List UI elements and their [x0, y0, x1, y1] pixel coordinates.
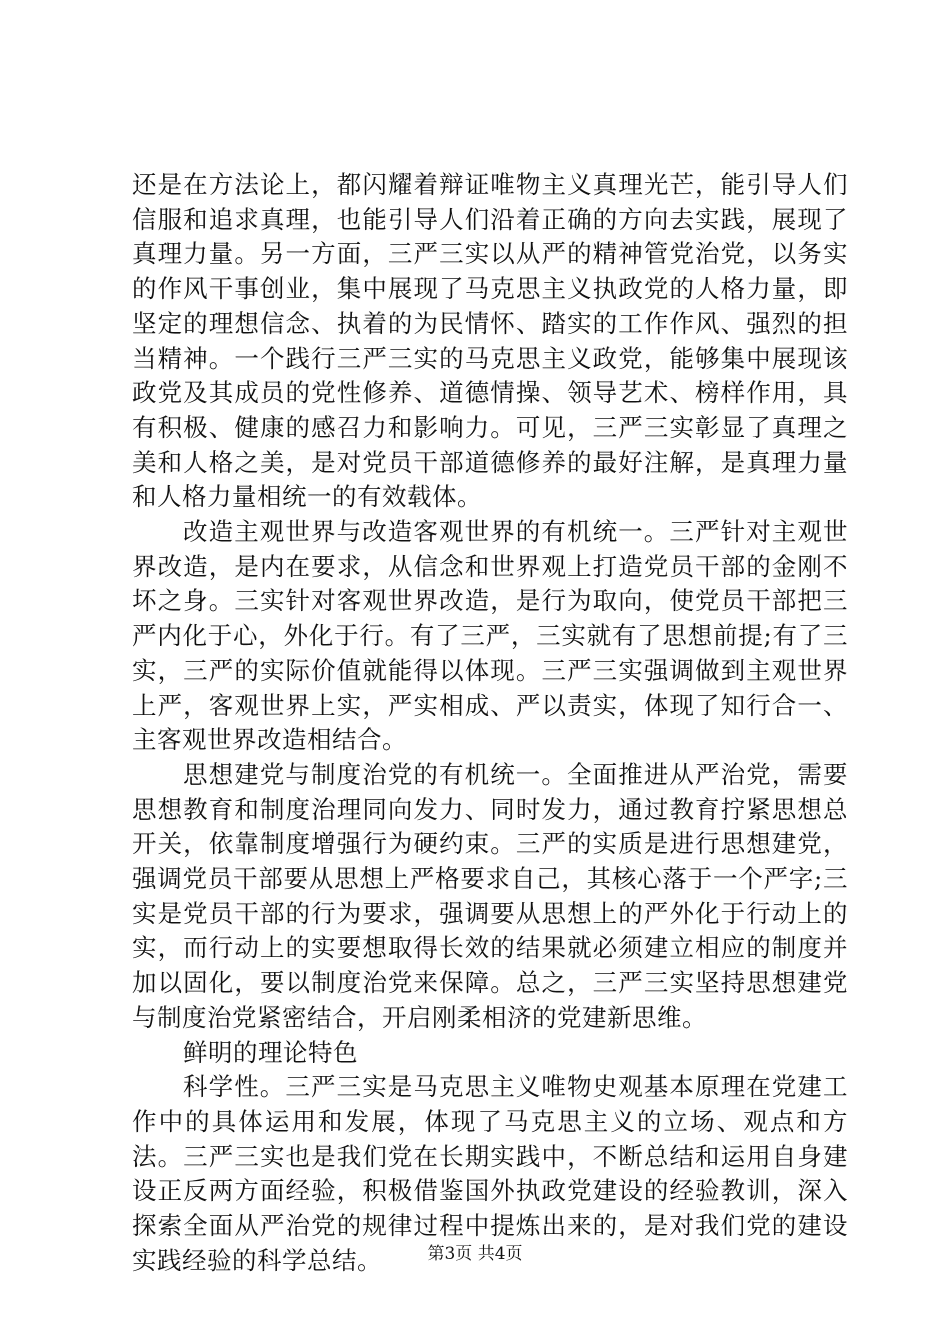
- page-footer: 第3页 共4页: [427, 1244, 523, 1264]
- section-heading: 鲜明的理论特色: [183, 1037, 358, 1067]
- document-body: [132, 168, 848, 1279]
- paragraph-subjective-objective: 改造主观世界与改造客观世界的有机统一。三严针对主观世界改造，是内在要求，从信念和世界观上打造党员干部的金刚不坏之身。三实针对客观世界改造，是行为取向，使党员干部把三严内化于心，外化于行。有了三严，三实就有了思想前提;有了三实，三严的实际价值就能得以体现。三严三实强调做到主观世界上严，客观世界上实，严实相成、严以责实，体现了知行合一、主客观世界改造相结合。: [132, 517, 848, 755]
- paragraph-continued: 还是在方法论上，都闪耀着辩证唯物主义真理光芒，能引导人们信服和追求真理，也能引导人们沿着正确的方向去实践，展现了真理力量。另一方面，三严三实以从严的精神管党治党，以务实的作风干事创业，集中展现了马克思主义执政党的人格力量，即坚定的理想信念、执着的为民情怀、踏实的工作作风、强烈的担当精神。一个践行三严三实的马克思主义政党，能够集中展现该政党及其成员的党性修养、道德情操、领导艺术、榜样作用，具有积极、健康的感召力和影响力。可见，三严三实彰显了真理之美和人格之美，是对党员干部道德修养的最好注解，是真理力量和人格力量相统一的有效载体。: [132, 170, 848, 512]
- paragraph-ideology-institution: 思想建党与制度治党的有机统一。全面推进从严治党，需要思想教育和制度治理同向发力、同时发力，通过教育拧紧思想总开关，依靠制度增强行为硬约束。三严的实质是进行思想建党，强调党员干部要从思想上严格要求自己，其核心落于一个严字;三实是党员干部的行为要求，强调要从思想上的严外化于行动上的实，而行动上的实要想取得长效的结果就必须建立相应的制度并加以固化，要以制度治党来保障。总之，三严三实坚持思想建党与制度治党紧密结合，开启刚柔相济的党建新思维。: [132, 759, 848, 1032]
- paragraph-scientific: 科学性。三严三实是马克思主义唯物史观基本原理在党建工作中的具体运用和发展，体现了马克思主义的立场、观点和方法。三严三实也是我们党在长期实践中，不断总结和运用自身建设正反两方面经验，积极借鉴国外执政党建设的经验教训，深入探索全面从严治党的规律过程中提炼出来的，是对我们党的建设实践经验的科学总结。: [132, 1072, 848, 1275]
